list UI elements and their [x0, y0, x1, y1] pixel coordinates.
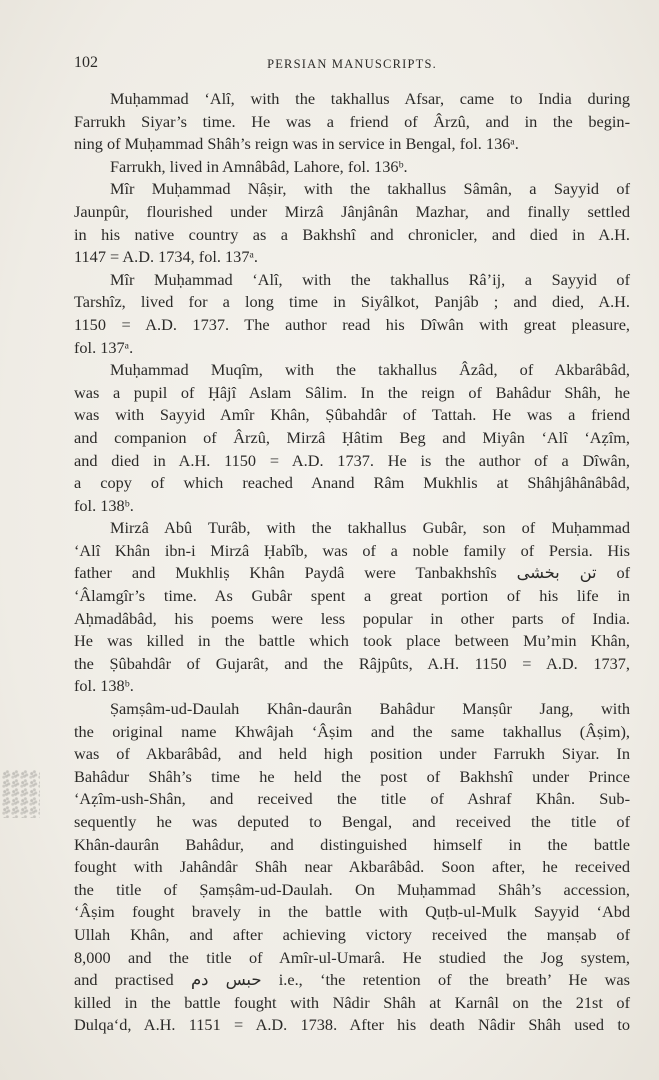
text-line: and practised حبس دم i.e., ‘the retention of the breath’ He was	[74, 970, 630, 990]
text-line: Khân-daurân Bahâdur, and distinguished himself in the battle	[74, 834, 630, 854]
text-line: Farrukh Siyar’s time. He was a friend of Ârzû, and in the begin-	[74, 111, 630, 131]
text-line: Farrukh, lived in Amnâbâd, Lahore, fol. 136ᵇ.	[110, 156, 408, 176]
text-line: Muḥammad ‘Alî, with the takhallus Afsar, came to India during	[110, 89, 630, 108]
text-line: 8,000 and the title of Amîr-ul-Umarâ. He studied the Jog system,	[74, 947, 630, 967]
text-line: ning of Muḥammad Shâh’s reign was in service in Bengal, fol. 136ᵃ.	[74, 134, 519, 154]
text-line: killed in the battle fought with Nâdir Shâh at Karnâl on the 21st of	[74, 992, 630, 1012]
text-line: in his native country as a Bakhshî and chronicler, and died in A.H.	[74, 224, 630, 244]
text-line: father and Mukhliṣ Khân Paydâ were Tanbakhshîs تن بخشی of	[74, 563, 631, 583]
text-line: Ṣamṣâm-ud-Daulah Khân-daurân Bahâdur Manṣûr Jang, with	[110, 699, 630, 719]
text-line: Aḥmadâbâd, his poems were less popular in other parts of India.	[74, 608, 630, 628]
text-line: 1147 = A.D. 1734, fol. 137ᵃ.	[74, 247, 258, 267]
text-line: ‘Alî Khân ibn-i Mirzâ Ḥabîb, was of a noble family of Persia. His	[74, 540, 630, 560]
text-line: the Ṣûbahdâr of Gujarât, and the Râjpûts, A.H. 1150 = A.D. 1737,	[74, 653, 630, 673]
text-line: ‘Aẓîm-ush-Shân, and received the title of Ashraf Khân. Sub-	[74, 789, 630, 809]
text-line: the title of Ṣamṣâm-ud-Daulah. On Muḥammad Shâh’s accession,	[74, 879, 630, 899]
running-title: PERSIAN MANUSCRIPTS.	[267, 57, 437, 71]
page-number: 102	[74, 54, 98, 71]
text-line: fol. 138ᵇ.	[74, 676, 134, 696]
page-header	[74, 53, 630, 75]
text-line: Bahâdur Shâh’s time he held the post of Bakhshî under Prince	[74, 766, 630, 786]
text-line: Ullah Khân, and after achieving victory received the manṣab of	[74, 924, 630, 944]
text-line: fol. 138ᵇ.	[74, 495, 134, 515]
text-line: ‘Âlamgîr’s time. As Gubâr spent a great portion of his life in	[74, 586, 630, 606]
text-line: Mîr Muḥammad ‘Alî, with the takhallus Râ’ij, a Sayyid of	[110, 269, 630, 289]
text-line: and died in A.H. 1150 = A.D. 1737. He is the author of a Dîwân,	[74, 450, 630, 470]
text-line: ‘Âṣim fought bravely in the battle with Quṭb-ul-Mulk Sayyid ‘Abd	[74, 902, 630, 922]
text-line: Muḥammad Muqîm, with the takhallus Âzâd, of Akbarâbâd,	[110, 360, 630, 380]
text-line: He was killed in the battle which took place between Mu’min Khân,	[74, 631, 630, 651]
text-line: the original name Khwâjah ‘Âṣim and the same takhallus (Âṣim),	[74, 721, 630, 741]
text-line: sequently he was deputed to Bengal, and received the title of	[74, 812, 630, 831]
text-line: was with Sayyid Amîr Khân, Ṣûbahdâr of Tattah. He was a friend	[74, 405, 630, 425]
text-line: a copy of which reached Anand Râm Mukhlis at Shâhjâhânâbâd,	[74, 473, 630, 493]
text-line: was of Akbarâbâd, and held high position under Farrukh Siyar. In	[74, 744, 630, 764]
text-line: 1150 = A.D. 1737. The author read his Dîwân with great pleasure,	[74, 314, 630, 334]
text-line: fought with Jahândâr Shâh near Akbarâbâd. Soon after, he received	[74, 857, 630, 877]
scan-speckle	[2, 770, 40, 818]
text-line: Tarshîz, lived for a long time in Siyâlkot, Panjâb ; and died, A.H.	[74, 292, 630, 312]
text-line: Dulqa‘d, A.H. 1151 = A.D. 1738. After his death Nâdir Shâh used to	[74, 1015, 630, 1035]
text-line: Mîr Muḥammad Nâṣir, with the takhallus Sâmân, a Sayyid of	[110, 179, 630, 199]
body-text	[74, 88, 630, 1037]
text-line: Jaunpûr, flourished under Mirzâ Jânjânân Mazhar, and finally settled	[74, 201, 630, 221]
text-line: and companion of Ârzû, Mirzâ Ḥâtim Beg and Miyân ‘Alî ‘Aẓîm,	[74, 427, 630, 447]
text-line: was a pupil of Ḥâjî Aslam Sâlim. In the reign of Bahâdur Shâh, he	[74, 382, 630, 402]
text-line: Mirzâ Abû Turâb, with the takhallus Gubâr, son of Muḥammad	[110, 518, 630, 538]
text-line: fol. 137ᵃ.	[74, 337, 134, 357]
